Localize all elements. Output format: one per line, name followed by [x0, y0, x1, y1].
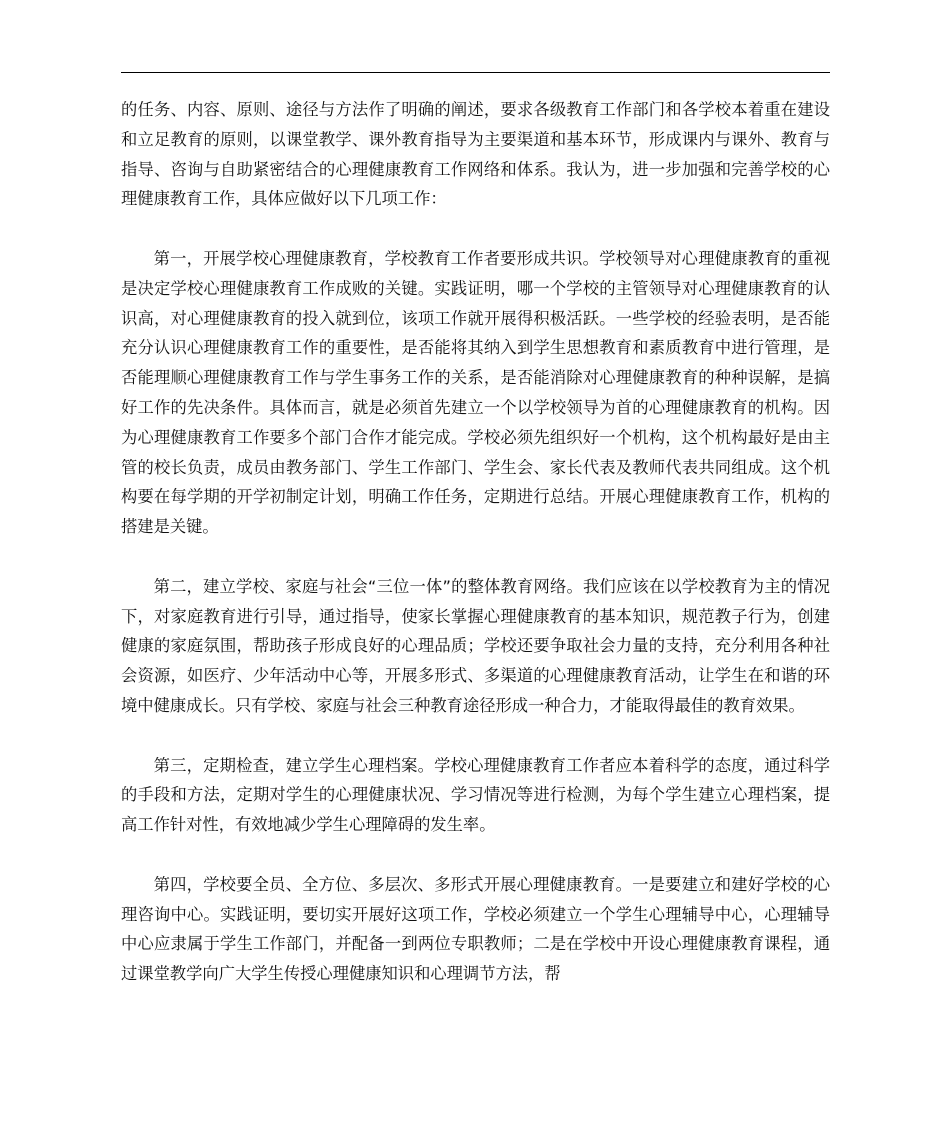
document-body	[121, 95, 830, 989]
paragraph-fourth-point: 第四，学校要全员、全方位、多层次、多形式开展心理健康教育。一是要建立和建好学校的心理咨询中心。实践证明，要切实开展好这项工作，学校必须建立一个学生心理辅导中心，心理辅导中心应隶属于学生工作部门，并配备一到两位专职教师；二是在学校中开设心理健康教育课程，通过课堂教学向广大学生传授心理健康知识和心理调节方法，帮	[121, 874, 830, 984]
header-rule	[121, 72, 830, 73]
paragraph-second-point: 第二，建立学校、家庭与社会“三位一体”的整体教育网络。我们应该在以学校教育为主的情况下，对家庭教育进行引导，通过指导，使家长掌握心理健康教育的基本知识，规范教子行为，创建健康的家庭氛围，帮助孩子形成良好的心理品质；学校还要争取社会力量的支持，充分利用各种社会资源，如医疗、少年活动中心等，开展多形式、多渠道的心理健康教育活动，让学生在和谐的环境中健康成长。只有学校、家庭与社会三种教育途径形成一种合力，才能取得最佳的教育效果。	[121, 576, 830, 715]
paragraph-third-point: 第三，定期检查，建立学生心理档案。学校心理健康教育工作者应本着科学的态度，通过科学的手段和方法，定期对学生的心理健康状况、学习情况等进行检测，为每个学生建立心理档案，提高工作针对性，有效地减少学生心理障碍的发生率。	[121, 755, 830, 835]
paragraph-intro: 的任务、内容、原则、途径与方法作了明确的阐述，要求各级教育工作部门和各学校本着重在建设和立足教育的原则，以课堂教学、课外教育指导为主要渠道和基本环节，形成课内与课外、教育与指导、咨询与自助紧密结合的心理健康教育工作网络和体系。我认为，进一步加强和完善学校的心理健康教育工作，具体应做好以下几项工作：	[121, 100, 830, 209]
paragraph-first-point: 第一，开展学校心理健康教育，学校教育工作者要形成共识。学校领导对心理健康教育的重视是决定学校心理健康教育工作成败的关键。实践证明，哪一个学校的主管领导对心理健康教育的认识高，对心理健康教育的投入就到位，该项工作就开展得积极活跃。一些学校的经验表明，是否能充分认识心理健康教育工作的重要性，是否能将其纳入到学生思想教育和素质教育中进行管理，是否能理顺心理健康教育工作与学生事务工作的关系，是否能消除对心理健康教育的种种误解，是搞好工作的先决条件。具体而言，就是必须首先建立一个以学校领导为首的心理健康教育的机构。因为心理健康教育工作要多个部门合作才能完成。学校必须先组织好一个机构，这个机构最好是由主管的校长负责，成员由教务部门、学生工作部门、学生会、家长代表及教师代表共同组成。这个机构要在每学期的开学初制定计划，明确工作任务，定期进行总结。开展心理健康教育工作，机构的搭建是关键。	[121, 248, 830, 537]
